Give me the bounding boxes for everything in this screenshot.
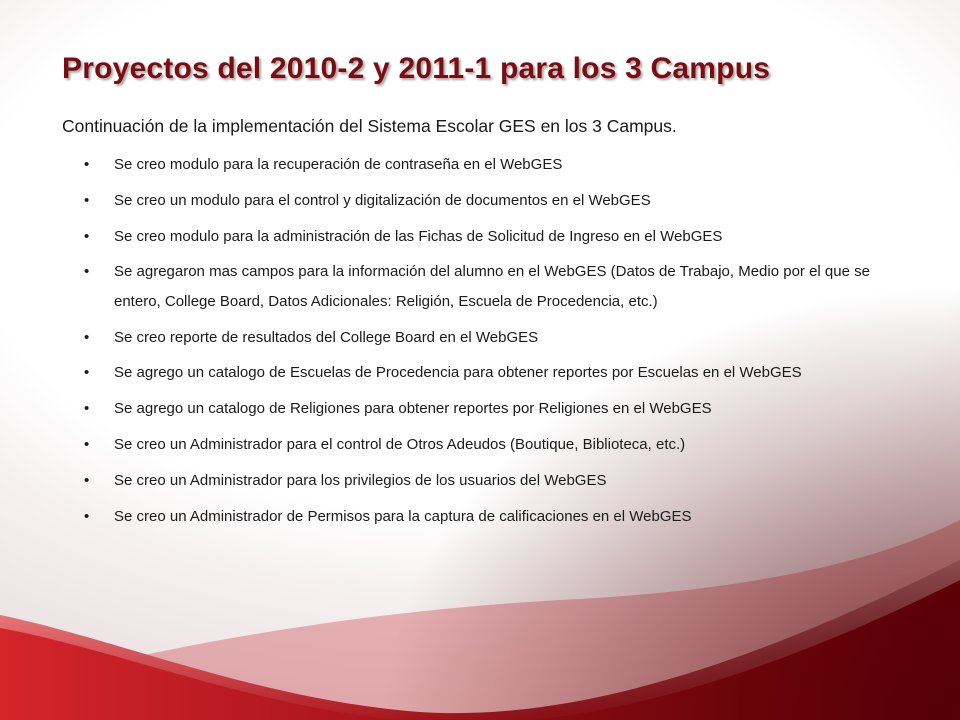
bullet-icon: • — [84, 364, 90, 382]
bullet-icon: • — [84, 400, 90, 418]
bullet-text: Se creo modulo para la administración de las Fichas de Solicitud de Ingreso en el WebGES — [114, 227, 723, 245]
bullet-item — [84, 358, 884, 388]
bullet-item — [84, 186, 884, 216]
bullet-text: Se agregaron mas campos para la información del alumno en el WebGES (Datos de Trabajo, Medio por el que se entero, College Board, Datos Adicionales: Religión, Escuela de Procedencia, etc.) — [114, 263, 870, 310]
bullet-item — [84, 394, 884, 424]
bullet-item — [84, 502, 884, 532]
bullet-item — [84, 430, 884, 460]
slide-title: Proyectos del 2010-2 y 2011-1 para los 3 Campus — [62, 52, 771, 85]
bullet-text: Se creo un modulo para el control y digitalización de documentos en el WebGES — [114, 191, 651, 209]
bullet-list — [84, 150, 884, 537]
bullet-item — [84, 150, 884, 180]
bullet-text: Se creo un Administrador de Permisos para la captura de calificaciones en el WebGES — [114, 507, 692, 525]
bullet-icon: • — [84, 507, 90, 525]
slide-subtitle: Continuación de la implementación del Sistema Escolar GES en los 3 Campus. — [62, 116, 677, 136]
bullet-icon: • — [84, 471, 90, 489]
bullet-text: Se creo un Administrador para el control de Otros Adeudos (Boutique, Biblioteca, etc.) — [114, 436, 686, 454]
bullet-icon: • — [84, 191, 90, 209]
bullet-item — [84, 466, 884, 496]
bullet-icon: • — [84, 436, 90, 454]
bullet-item — [84, 257, 884, 316]
bullet-icon: • — [84, 328, 90, 346]
bullet-text: Se agrego un catalogo de Religiones para obtener reportes por Religiones en el WebGES — [114, 400, 712, 418]
bullet-icon: • — [84, 156, 90, 173]
bullet-text: Se creo reporte de resultados del College Board en el WebGES — [114, 328, 539, 346]
bullet-icon: • — [84, 227, 90, 245]
bullet-text: Se creo modulo para la recuperación de contraseña en el WebGES — [114, 156, 563, 173]
bullet-item — [84, 323, 884, 353]
bullet-icon: • — [84, 263, 90, 281]
bullet-text: Se agrego un catalogo de Escuelas de Procedencia para obtener reportes por Escuelas en el WebGES — [114, 364, 802, 382]
bullet-item — [84, 222, 884, 252]
bullet-text: Se creo un Administrador para los privilegios de los usuarios del WebGES — [114, 471, 607, 489]
